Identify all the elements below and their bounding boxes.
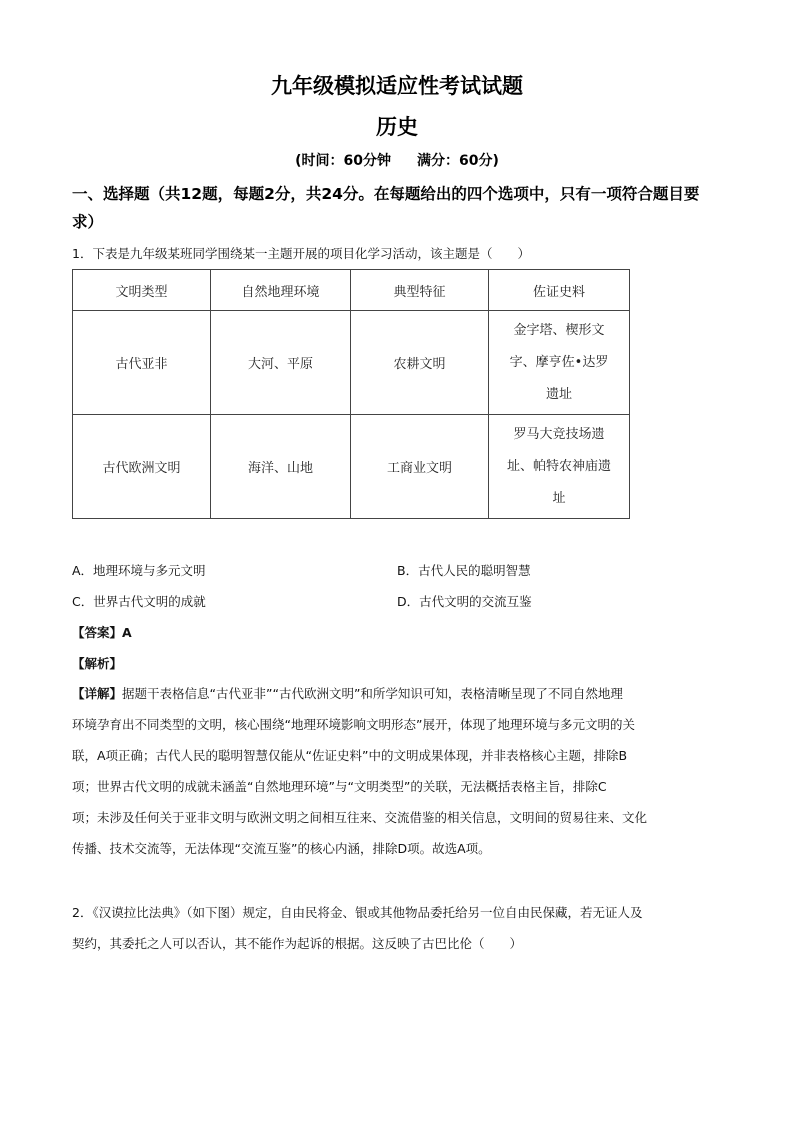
- option-b: B．古代人民的聪明智慧: [397, 563, 531, 578]
- question-2-line: 契约，其委托之人可以否认，其不能作为起诉的根据。这反映了古巴比伦（ ）: [72, 936, 523, 951]
- detail-line: 项；世界古代文明的成就未涵盖“自然地理环境”与“文明类型”的关联，无法概括表格主旨，排除C: [72, 779, 607, 794]
- table-header-cell: 典型特征: [351, 270, 489, 311]
- question-2-stem: [72, 897, 722, 959]
- option-c: C．世界古代文明的成就: [72, 594, 206, 609]
- detail-tag: 【详解】: [72, 686, 123, 701]
- option-a: A．地理环境与多元文明: [72, 563, 206, 578]
- table-row: [73, 415, 630, 519]
- time-info: (时间：60分钟: [295, 153, 391, 169]
- section-heading-line2: 求）: [72, 213, 104, 231]
- table-cell-line: 址: [552, 490, 566, 506]
- option-d: D．古代文明的交流互鉴: [397, 594, 532, 609]
- detail-line: 传播、技术交流等，无法体现“交流互鉴”的核心内涵，排除D项。故选A项。: [72, 841, 491, 856]
- score-info: 满分：60分): [417, 153, 499, 169]
- table-cell: [489, 415, 630, 519]
- answer-label: 【答案】A: [72, 625, 132, 640]
- analysis-label: 【解析】: [72, 656, 123, 671]
- question-1-stem: 1．下表是九年级某班同学围绕某一主题开展的项目化学习活动，该主题是（ ）: [72, 246, 530, 261]
- detail-line: 环境孕育出不同类型的文明，核心围绕“地理环境影响文明形态”展开，体现了地理环境与多元文明的关: [72, 717, 635, 732]
- subject-title: 历史: [376, 115, 418, 139]
- table-header-cell: 佐证史料: [489, 270, 630, 311]
- detail-line: 项；未涉及任何关于亚非文明与欧洲文明之间相互往来、交流借鉴的相关信息，文明间的贸易往来、文化: [72, 810, 648, 825]
- question-2-line: 2．《汉谟拉比法典》（如下图）规定，自由民将金、银或其他物品委托给另一位自由民保藏，若无证人及: [72, 905, 643, 920]
- table-header-row: [73, 270, 630, 311]
- table-cell: [489, 311, 630, 415]
- table-cell: 海洋、山地: [211, 415, 351, 519]
- detail-explanation: [72, 678, 722, 864]
- table-cell-line: 址、帕特农神庙遗: [506, 458, 611, 474]
- detail-line: 据题干表格信息“古代亚非”“古代欧洲文明”和所学知识可知，表格清晰呈现了不同自然地理: [122, 686, 623, 701]
- table-cell: 古代亚非: [73, 311, 211, 415]
- section-heading: [72, 180, 732, 236]
- table-cell-line: 遗址: [545, 386, 572, 402]
- time-score-info: [0, 150, 794, 170]
- table-cell: 工商业文明: [351, 415, 489, 519]
- table-cell-line: 罗马大竞技场遗: [513, 426, 605, 442]
- table-cell: 古代欧洲文明: [73, 415, 211, 519]
- exam-title: 九年级模拟适应性考试试题: [271, 74, 523, 98]
- table-cell-line: 字、摩亨佐•达罗: [509, 354, 609, 370]
- table-cell: 农耕文明: [351, 311, 489, 415]
- table-cell: 大河、平原: [211, 311, 351, 415]
- table-header-cell: 文明类型: [73, 270, 211, 311]
- table-row: [73, 311, 630, 415]
- table-cell-line: 金字塔、楔形文: [513, 322, 605, 338]
- detail-line: 联，A项正确；古代人民的聪明智慧仅能从“佐证史料”中的文明成果体现，并非表格核心主题，排除B: [72, 748, 628, 763]
- table-header-cell: 自然地理环境: [211, 270, 351, 311]
- civilization-table: [72, 269, 630, 519]
- section-heading-line1: 一、选择题（共12题，每题2分，共24分。在每题给出的四个选项中，只有一项符合题目要: [72, 185, 700, 203]
